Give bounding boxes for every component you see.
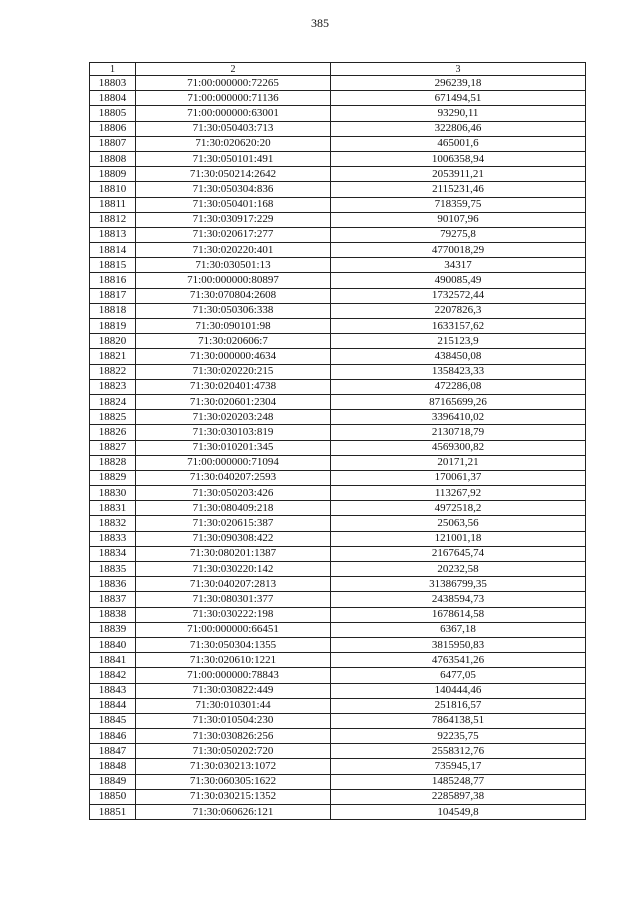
row-number-cell: 18826 [90,425,136,440]
row-number-cell: 18822 [90,364,136,379]
table-row [90,774,586,789]
cadastral-number-cell: 71:30:020615:387 [136,516,331,531]
value-cell: 2285897,38 [331,789,586,804]
row-number-cell: 18818 [90,303,136,318]
table-row [90,470,586,485]
value-cell: 1358423,33 [331,364,586,379]
page-number: 385 [311,16,329,30]
value-cell: 251816,57 [331,698,586,713]
row-number-cell: 18819 [90,319,136,334]
header-row [90,63,586,76]
value-cell: 671494,51 [331,91,586,106]
cadastral-number-cell: 71:30:000000:4634 [136,349,331,364]
cadastral-number-cell: 71:00:000000:71094 [136,455,331,470]
row-number-cell: 18825 [90,410,136,425]
table-row [90,744,586,759]
row-number-cell: 18845 [90,713,136,728]
table-row [90,562,586,577]
value-cell: 1006358,94 [331,151,586,166]
column-header-3: 3 [331,63,586,76]
cadastral-number-cell: 71:00:000000:80897 [136,273,331,288]
value-cell: 2438594,73 [331,592,586,607]
value-cell: 1485248,77 [331,774,586,789]
table-row [90,729,586,744]
cadastral-number-cell: 71:30:090308:422 [136,531,331,546]
table-row [90,379,586,394]
cadastral-number-cell: 71:30:010504:230 [136,713,331,728]
value-cell: 4972518,2 [331,501,586,516]
table-row [90,592,586,607]
cadastral-number-cell: 71:30:030213:1072 [136,759,331,774]
table-row [90,349,586,364]
row-number-cell: 18811 [90,197,136,212]
row-number-cell: 18830 [90,486,136,501]
row-number-cell: 18806 [90,121,136,136]
table-row [90,410,586,425]
cadastral-number-cell: 71:30:050403:713 [136,121,331,136]
value-cell: 438450,08 [331,349,586,364]
cadastral-number-cell: 71:30:030220:142 [136,562,331,577]
cadastral-number-cell: 71:30:050401:168 [136,197,331,212]
cadastral-number-cell: 71:30:060626:121 [136,805,331,820]
value-cell: 31386799,35 [331,577,586,592]
cadastral-number-cell: 71:00:000000:78843 [136,668,331,683]
cadastral-number-cell: 71:30:050304:836 [136,182,331,197]
cadastral-number-cell: 71:30:020617:277 [136,227,331,242]
row-number-cell: 18807 [90,136,136,151]
table-row [90,759,586,774]
table-row [90,805,586,820]
cadastral-number-cell: 71:30:020606:7 [136,334,331,349]
cadastral-number-cell: 71:30:030103:819 [136,425,331,440]
row-number-cell: 18824 [90,394,136,409]
table-row [90,668,586,683]
value-cell: 79275,8 [331,227,586,242]
row-number-cell: 18833 [90,531,136,546]
table-row [90,334,586,349]
row-number-cell: 18828 [90,455,136,470]
value-cell: 87165699,26 [331,394,586,409]
cadastral-number-cell: 71:30:040207:2813 [136,577,331,592]
table-row [90,182,586,197]
column-header-2: 2 [136,63,331,76]
table-row [90,91,586,106]
row-number-cell: 18846 [90,729,136,744]
row-number-cell: 18810 [90,182,136,197]
row-number-cell: 18843 [90,683,136,698]
value-cell: 25063,56 [331,516,586,531]
value-cell: 90107,96 [331,212,586,227]
row-number-cell: 18815 [90,258,136,273]
row-number-cell: 18835 [90,562,136,577]
row-number-cell: 18823 [90,379,136,394]
table-row [90,303,586,318]
cadastral-number-cell: 71:00:000000:63001 [136,106,331,121]
cadastral-number-cell: 71:30:050214:2642 [136,167,331,182]
row-number-cell: 18838 [90,607,136,622]
table-row [90,789,586,804]
value-cell: 7864138,51 [331,713,586,728]
table-row [90,713,586,728]
row-number-cell: 18831 [90,501,136,516]
table-row [90,212,586,227]
value-cell: 2053911,21 [331,167,586,182]
value-cell: 718359,75 [331,197,586,212]
cadastral-number-cell: 71:30:070804:2608 [136,288,331,303]
cadastral-number-cell: 71:30:030822:449 [136,683,331,698]
cadastral-number-cell: 71:30:030826:256 [136,729,331,744]
table-row [90,364,586,379]
value-cell: 170061,37 [331,470,586,485]
table-row [90,227,586,242]
cadastral-number-cell: 71:30:010201:345 [136,440,331,455]
value-cell: 121001,18 [331,531,586,546]
table-row [90,136,586,151]
cadastral-number-cell: 71:30:050306:338 [136,303,331,318]
table-row [90,501,586,516]
table-row [90,440,586,455]
cadastral-number-cell: 71:30:010301:44 [136,698,331,713]
value-cell: 140444,46 [331,683,586,698]
row-number-cell: 18839 [90,622,136,637]
table-row [90,546,586,561]
row-number-cell: 18821 [90,349,136,364]
table-header [90,63,586,76]
cadastral-number-cell: 71:30:020220:401 [136,243,331,258]
table-row [90,121,586,136]
table-row [90,243,586,258]
table-row [90,197,586,212]
row-number-cell: 18848 [90,759,136,774]
cadastral-number-cell: 71:30:020401:4738 [136,379,331,394]
value-cell: 2130718,79 [331,425,586,440]
cadastral-number-cell: 71:30:040207:2593 [136,470,331,485]
table-row [90,637,586,652]
row-number-cell: 18813 [90,227,136,242]
table-row [90,622,586,637]
table-row [90,167,586,182]
row-number-cell: 18808 [90,151,136,166]
value-cell: 465001,6 [331,136,586,151]
cadastral-number-cell: 71:30:020601:2304 [136,394,331,409]
row-number-cell: 18834 [90,546,136,561]
value-cell: 3396410,02 [331,410,586,425]
row-number-cell: 18812 [90,212,136,227]
cadastral-number-cell: 71:00:000000:72265 [136,76,331,91]
value-cell: 322806,46 [331,121,586,136]
column-header-1: 1 [90,63,136,76]
value-cell: 735945,17 [331,759,586,774]
table-row [90,273,586,288]
value-cell: 3815950,83 [331,637,586,652]
row-number-cell: 18851 [90,805,136,820]
value-cell: 113267,92 [331,486,586,501]
table-row [90,683,586,698]
value-cell: 472286,08 [331,379,586,394]
cadastral-number-cell: 71:00:000000:71136 [136,91,331,106]
value-cell: 104549,8 [331,805,586,820]
value-cell: 2115231,46 [331,182,586,197]
value-cell: 20171,21 [331,455,586,470]
cadastral-number-cell: 71:30:030917:229 [136,212,331,227]
value-cell: 490085,49 [331,273,586,288]
cadastral-number-cell: 71:30:090101:98 [136,319,331,334]
table-row [90,106,586,121]
table-row [90,319,586,334]
row-number-cell: 18837 [90,592,136,607]
value-cell: 6477,05 [331,668,586,683]
row-number-cell: 18849 [90,774,136,789]
row-number-cell: 18840 [90,637,136,652]
row-number-cell: 18844 [90,698,136,713]
table-row [90,577,586,592]
value-cell: 4569300,82 [331,440,586,455]
table-row [90,288,586,303]
cadastral-number-cell: 71:30:030215:1352 [136,789,331,804]
value-cell: 1633157,62 [331,319,586,334]
cadastral-number-cell: 71:30:030222:198 [136,607,331,622]
value-cell: 2167645,74 [331,546,586,561]
table-row [90,76,586,91]
cadastral-number-cell: 71:30:050101:491 [136,151,331,166]
cadastral-number-cell: 71:30:050304:1355 [136,637,331,652]
row-number-cell: 18809 [90,167,136,182]
table-row [90,455,586,470]
row-number-cell: 18814 [90,243,136,258]
table-row [90,151,586,166]
row-number-cell: 18827 [90,440,136,455]
cadastral-number-cell: 71:30:030501:13 [136,258,331,273]
cadastral-number-cell: 71:30:080301:377 [136,592,331,607]
value-cell: 92235,75 [331,729,586,744]
data-table [89,62,586,820]
cadastral-number-cell: 71:30:020203:248 [136,410,331,425]
row-number-cell: 18841 [90,653,136,668]
cadastral-number-cell: 71:30:080409:218 [136,501,331,516]
cadastral-number-cell: 71:30:050203:426 [136,486,331,501]
row-number-cell: 18817 [90,288,136,303]
value-cell: 34317 [331,258,586,273]
value-cell: 1678614,58 [331,607,586,622]
row-number-cell: 18820 [90,334,136,349]
table-body [90,76,586,820]
value-cell: 6367,18 [331,622,586,637]
value-cell: 20232,58 [331,562,586,577]
row-number-cell: 18842 [90,668,136,683]
value-cell: 1732572,44 [331,288,586,303]
row-number-cell: 18804 [90,91,136,106]
row-number-cell: 18847 [90,744,136,759]
value-cell: 215123,9 [331,334,586,349]
row-number-cell: 18829 [90,470,136,485]
row-number-cell: 18832 [90,516,136,531]
table-row [90,394,586,409]
cadastral-number-cell: 71:30:020220:215 [136,364,331,379]
value-cell: 4770018,29 [331,243,586,258]
row-number-cell: 18850 [90,789,136,804]
cadastral-number-cell: 71:30:080201:1387 [136,546,331,561]
table-row [90,516,586,531]
value-cell: 2558312,76 [331,744,586,759]
table-row [90,607,586,622]
cadastral-number-cell: 71:30:020610:1221 [136,653,331,668]
table-row [90,698,586,713]
table-row [90,486,586,501]
row-number-cell: 18803 [90,76,136,91]
row-number-cell: 18805 [90,106,136,121]
row-number-cell: 18816 [90,273,136,288]
cadastral-number-cell: 71:00:000000:66451 [136,622,331,637]
cadastral-number-cell: 71:30:020620:20 [136,136,331,151]
table-row [90,531,586,546]
value-cell: 93290,11 [331,106,586,121]
table-row [90,653,586,668]
table-row [90,425,586,440]
table-row [90,258,586,273]
value-cell: 2207826,3 [331,303,586,318]
cadastral-number-cell: 71:30:050202:720 [136,744,331,759]
value-cell: 4763541,26 [331,653,586,668]
value-cell: 296239,18 [331,76,586,91]
row-number-cell: 18836 [90,577,136,592]
cadastral-number-cell: 71:30:060305:1622 [136,774,331,789]
